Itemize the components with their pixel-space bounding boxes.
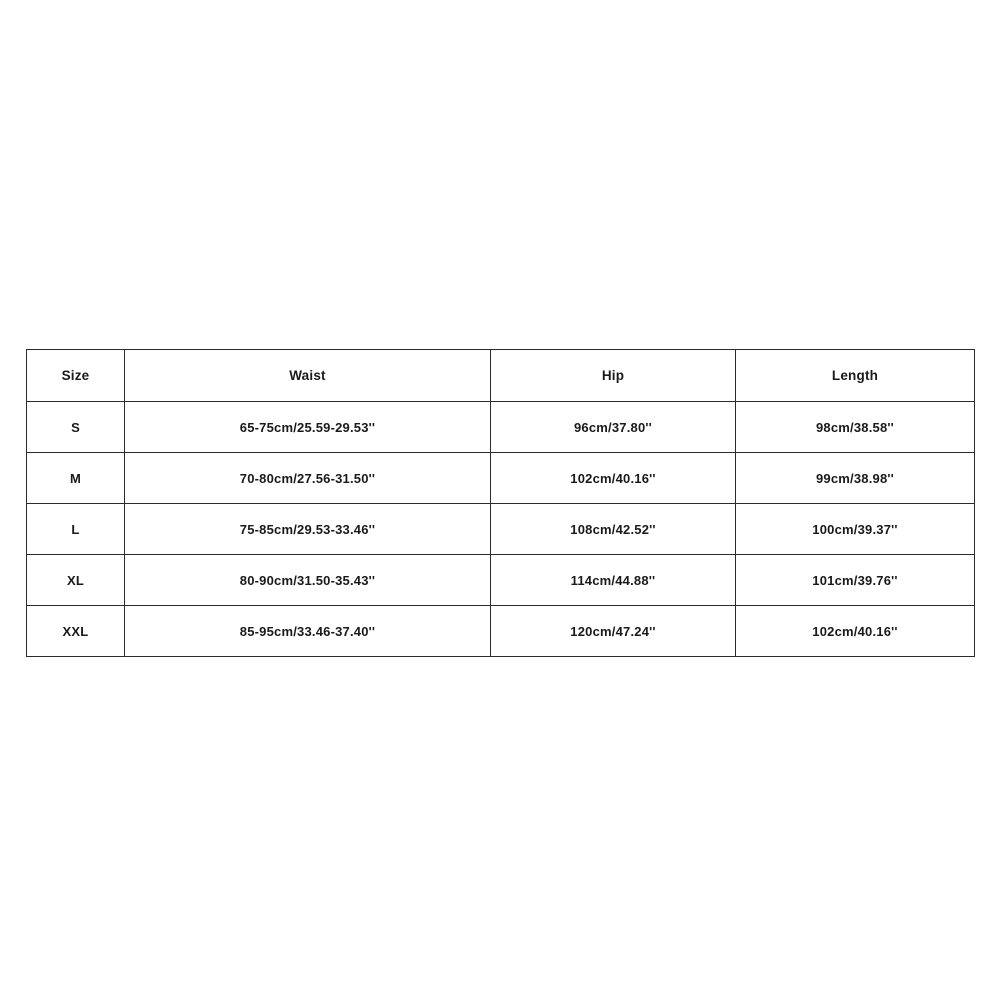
cell-size: XXL	[27, 606, 125, 657]
cell-size: L	[27, 504, 125, 555]
cell-size: M	[27, 453, 125, 504]
cell-waist: 75-85cm/29.53-33.46''	[125, 504, 491, 555]
cell-length: 102cm/40.16''	[736, 606, 975, 657]
table-row	[27, 606, 975, 657]
table-row	[27, 402, 975, 453]
cell-hip: 114cm/44.88''	[491, 555, 736, 606]
cell-waist: 85-95cm/33.46-37.40''	[125, 606, 491, 657]
column-header-size: Size	[27, 350, 125, 402]
cell-hip: 102cm/40.16''	[491, 453, 736, 504]
cell-length: 101cm/39.76''	[736, 555, 975, 606]
cell-length: 100cm/39.37''	[736, 504, 975, 555]
cell-length: 99cm/38.98''	[736, 453, 975, 504]
cell-waist: 65-75cm/25.59-29.53''	[125, 402, 491, 453]
column-header-length: Length	[736, 350, 975, 402]
size-chart-container	[26, 349, 974, 657]
cell-hip: 120cm/47.24''	[491, 606, 736, 657]
table-row	[27, 504, 975, 555]
column-header-waist: Waist	[125, 350, 491, 402]
table-row	[27, 453, 975, 504]
cell-hip: 108cm/42.52''	[491, 504, 736, 555]
table-header-row	[27, 350, 975, 402]
cell-waist: 70-80cm/27.56-31.50''	[125, 453, 491, 504]
column-header-hip: Hip	[491, 350, 736, 402]
cell-length: 98cm/38.58''	[736, 402, 975, 453]
cell-size: S	[27, 402, 125, 453]
cell-waist: 80-90cm/31.50-35.43''	[125, 555, 491, 606]
cell-size: XL	[27, 555, 125, 606]
size-chart-table	[26, 349, 975, 657]
table-row	[27, 555, 975, 606]
cell-hip: 96cm/37.80''	[491, 402, 736, 453]
